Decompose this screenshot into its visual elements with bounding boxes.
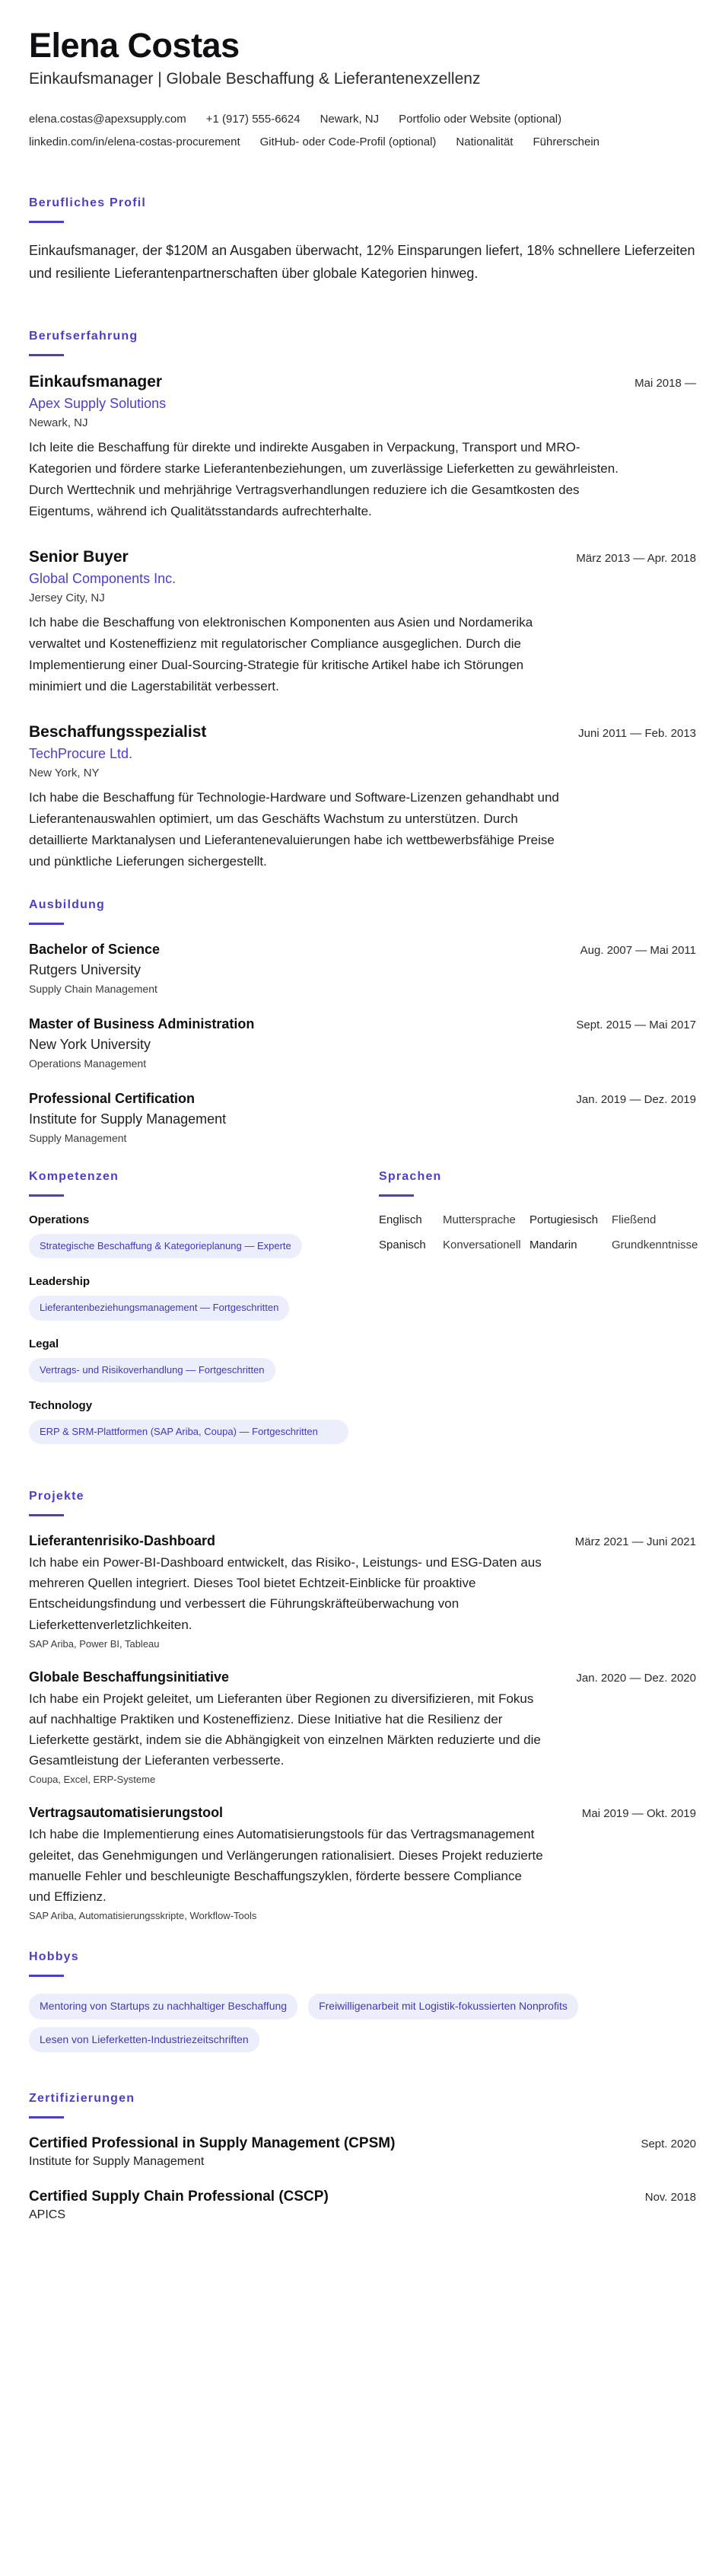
language-level: Fließend	[612, 1213, 657, 1227]
job-date: Mai 2018 —	[634, 376, 696, 390]
project-description: Ich habe ein Power-BI-Dashboard entwickelt, das Risiko-, Leistungs- und ESG-Daten aus mehreren Quellen integriert. Dieses Tool bietet Echtzeit-Einblicke für proaktive Entscheidungsfindung und verbessert die Führungskräfteüberwachung von Lieferkettenverletzlichkeiten.	[29, 1554, 542, 1632]
job-title: Einkaufsmanager	[29, 372, 163, 391]
language-level: Muttersprache	[443, 1213, 516, 1227]
education-section	[29, 898, 696, 1144]
job-date: Juni 2011 — Feb. 2013	[578, 727, 696, 740]
contact-location: Newark, NJ	[320, 112, 380, 126]
experience-section	[29, 330, 696, 873]
education-date: Aug. 2007 — Mai 2011	[580, 944, 696, 958]
project-date: Mai 2019 — Okt. 2019	[581, 1807, 696, 1821]
language-name: Englisch	[379, 1213, 422, 1227]
education-entry	[29, 1091, 696, 1144]
project-entry	[29, 1805, 696, 1921]
field-of-study: Supply Chain Management	[29, 983, 157, 996]
language-name: Mandarin	[529, 1239, 577, 1252]
skill-tag: Strategische Beschaffung & Kategorieplanung — Experte	[29, 1234, 302, 1258]
company-name: Global Components Inc.	[29, 570, 176, 586]
skill-tag: Vertrags- und Risikoverhandlung — Fortgeschritten	[29, 1358, 275, 1382]
project-date: März 2021 — Juni 2021	[574, 1535, 696, 1548]
degree-name: Bachelor of Science	[29, 942, 161, 958]
hobby-list	[29, 1994, 683, 2052]
contact-phone[interactable]: +1 (917) 555-6624	[205, 112, 300, 126]
resume-header	[29, 26, 696, 152]
certification-entry	[29, 2135, 696, 2169]
contact-portfolio[interactable]: Portfolio oder Website (optional)	[399, 112, 562, 126]
job-date: März 2013 — Apr. 2018	[576, 551, 696, 565]
project-entry	[29, 1669, 696, 1786]
project-name: Globale Beschaffungsinitiative	[29, 1669, 230, 1685]
section-title: Berufliches Profil	[29, 196, 147, 210]
project-tech: Coupa, Excel, ERP-Systeme	[29, 1774, 156, 1786]
school-name: Institute for Supply Management	[29, 1111, 227, 1127]
skill-group	[29, 1213, 379, 1258]
degree-name: Professional Certification	[29, 1091, 196, 1107]
contact-email[interactable]: elena.costas@apexsupply.com	[29, 112, 186, 126]
field-of-study: Supply Management	[29, 1132, 127, 1145]
skill-group	[29, 1275, 379, 1320]
section-title: Hobbys	[29, 1950, 79, 1964]
job-description: Ich leite die Beschaffung für direkte und indirekte Ausgaben in Verpackung, Transport und MRO-Kategorien und fördere starke Lieferantenbeziehungen, um zuverlässige Lieferketten zu gewährleisten. Durch Werttechnik und mehrjährige Vertragsverhandlungen reduziere ich die Gesamtkosten des Eigentums, während ich Qualitätsstandards aufrechterhalte.	[29, 439, 618, 518]
skills-languages-row	[29, 1170, 696, 1461]
languages-grid	[379, 1213, 696, 1251]
languages-section	[379, 1170, 696, 1461]
skill-category: Legal	[29, 1337, 59, 1350]
section-divider	[29, 923, 64, 925]
contact-nationality: Nationalität	[456, 135, 514, 148]
section-title: Zertifizierungen	[29, 2092, 135, 2106]
certification-entry	[29, 2189, 696, 2222]
project-tech: SAP Ariba, Automatisierungsskripte, Workflow-Tools	[29, 1910, 257, 1922]
field-of-study: Operations Management	[29, 1057, 147, 1070]
project-date: Jan. 2020 — Dez. 2020	[576, 1671, 696, 1685]
contact-github[interactable]: GitHub- oder Code-Profil (optional)	[259, 135, 437, 148]
profile-section	[29, 196, 696, 285]
certification-date: Sept. 2020	[641, 2138, 696, 2151]
candidate-headline: Einkaufsmanager | Globale Beschaffung & Lieferantenexzellenz	[29, 69, 481, 88]
company-name: Apex Supply Solutions	[29, 395, 167, 411]
job-title: Beschaffungsspezialist	[29, 723, 207, 741]
hobby-tag: Freiwilligenarbeit mit Logistik-fokussierten Nonprofits	[308, 1994, 578, 2020]
projects-section	[29, 1490, 696, 1921]
contact-linkedin[interactable]: linkedin.com/in/elena-costas-procurement	[29, 135, 240, 148]
school-name: Rutgers University	[29, 962, 142, 978]
project-tech: SAP Ariba, Power BI, Tableau	[29, 1637, 160, 1650]
skill-tag: Lieferantenbeziehungsmanagement — Fortgeschritten	[29, 1296, 289, 1320]
certification-name: Certified Supply Chain Professional (CSCP)	[29, 2189, 329, 2205]
section-title: Projekte	[29, 1489, 84, 1503]
language-level: Konversationell	[443, 1239, 521, 1252]
company-name: TechProcure Ltd.	[29, 746, 133, 761]
experience-entry	[29, 373, 696, 522]
experience-entry	[29, 723, 696, 872]
section-divider	[29, 354, 64, 356]
language-name: Portugiesisch	[529, 1213, 599, 1227]
skills-section	[29, 1170, 379, 1461]
education-date: Jan. 2019 — Dez. 2019	[576, 1093, 696, 1107]
degree-name: Master of Business Administration	[29, 1016, 255, 1032]
job-description: Ich habe die Beschaffung für Technologie-Hardware und Software-Lizenzen gehandhabt und Lieferantenauswahlen optimiert, um das Geschäfts Wachstum zu unterstützen. Durch detaillierte Marktanalysen und Lieferantenevaluierungen habe ich wettbewerbsfähige Preise und pünktliche Lieferungen sichergestellt.	[29, 790, 559, 869]
project-description: Ich habe die Implementierung eines Automatisierungstools für das Vertragsmanagement geleitet, das Genehmigungen und Verlängerungen rationalisiert. Dieses Projekt reduzierte manuelle Fehler und beschleunigte Beschaffungszyklen, förderte bessere Compliance und Effizienz.	[29, 1827, 543, 1904]
section-divider	[379, 1194, 414, 1197]
skill-group	[29, 1337, 379, 1382]
certification-issuer: Institute for Supply Management	[29, 2155, 205, 2169]
job-title: Senior Buyer	[29, 547, 129, 566]
section-divider	[29, 1514, 64, 1516]
skill-category: Operations	[29, 1213, 90, 1227]
certification-issuer: APICS	[29, 2208, 66, 2222]
job-location: Newark, NJ	[29, 416, 88, 429]
profile-summary: Einkaufsmanager, der $120M an Ausgaben überwacht, 12% Einsparungen liefert, 18% schnellere Lieferzeiten und resiliente Lieferantenpartnerschaften über globale Kategorien hinweg.	[29, 243, 695, 281]
skill-tag: ERP & SRM-Plattformen (SAP Ariba, Coupa) — Fortgeschritten	[29, 1420, 348, 1444]
hobbies-section	[29, 1950, 696, 2052]
candidate-name: Elena Costas	[29, 26, 240, 65]
project-entry	[29, 1533, 696, 1650]
project-description: Ich habe ein Projekt geleitet, um Lieferanten über Regionen zu diversifizieren, mit Fokus auf nachhaltige Praktiken und Kosteneffizienz. Diese Initiative hat die Resilienz der Lieferkette gestärkt, indem sie die Abhängigkeit von einzelnen Märkten reduzierte und die Gesamtleistung der Lieferanten verbesserte.	[29, 1691, 541, 1768]
hobby-tag: Mentoring von Startups zu nachhaltiger Beschaffung	[29, 1994, 297, 2020]
job-location: Jersey City, NJ	[29, 591, 105, 604]
skill-group	[29, 1399, 379, 1444]
education-date: Sept. 2015 — Mai 2017	[576, 1019, 696, 1032]
certification-date: Nov. 2018	[644, 2191, 696, 2205]
project-name: Vertragsautomatisierungstool	[29, 1805, 224, 1821]
certification-name: Certified Professional in Supply Management (CPSM)	[29, 2135, 396, 2152]
education-entry	[29, 1016, 696, 1070]
section-divider	[29, 2116, 64, 2119]
skill-category: Technology	[29, 1398, 93, 1412]
education-entry	[29, 942, 696, 995]
section-title: Kompetenzen	[29, 1170, 119, 1184]
section-divider	[29, 221, 64, 223]
project-name: Lieferantenrisiko-Dashboard	[29, 1532, 216, 1548]
certifications-section	[29, 2092, 696, 2222]
job-description: Ich habe die Beschaffung von elektronischen Komponenten aus Asien und Nordamerika verwaltet und Kosteneffizienz mit regulatorischer Compliance ausgeglichen. Durch die Implementierung einer Dual-Sourcing-Strategie für kritische Artikel habe ich Störungen minimiert und die Lagerstabilität verbessert.	[29, 614, 533, 693]
skill-category: Leadership	[29, 1275, 91, 1289]
section-divider	[29, 1194, 64, 1197]
language-name: Spanisch	[379, 1239, 426, 1252]
language-level: Grundkenntnisse	[612, 1239, 698, 1252]
section-title: Sprachen	[379, 1170, 442, 1184]
experience-entry	[29, 548, 696, 697]
section-divider	[29, 1975, 64, 1977]
school-name: New York University	[29, 1037, 151, 1053]
contact-license: Führerschein	[533, 135, 600, 148]
section-title: Berufserfahrung	[29, 329, 138, 343]
hobby-tag: Lesen von Lieferketten-Industriezeitschriften	[29, 2027, 259, 2053]
section-title: Ausbildung	[29, 898, 105, 912]
contact-info	[29, 110, 668, 153]
job-location: New York, NY	[29, 767, 100, 779]
